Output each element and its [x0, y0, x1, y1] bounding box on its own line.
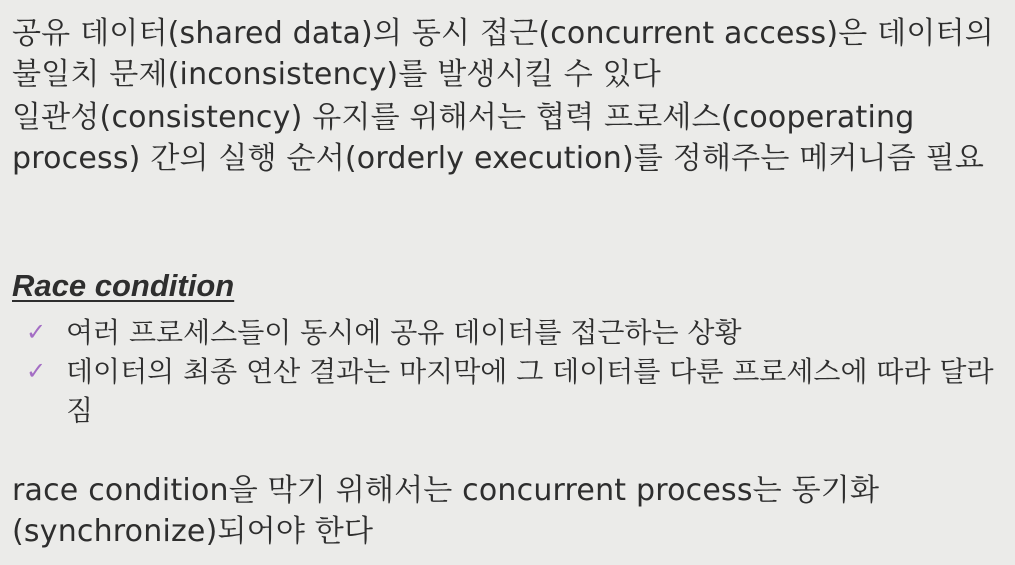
intro-paragraph-shared-data: 공유 데이터(shared data)의 동시 접근(concurrent access)은 데이터의 불일치 문제(inconsistency)를 발생시킬 수 있다: [12, 16, 994, 92]
race-condition-bullet-2: [18, 352, 1001, 430]
race-condition-bullet-1: [18, 313, 1001, 352]
bullet-text: 여러 프로세스들이 동시에 공유 데이터를 접근하는 상황: [66, 316, 742, 349]
intro-paragraph-consistency: 일관성(consistency) 유지를 위해서는 협력 프로세스(cooperating process) 간의 실행 순서(orderly execution)를 정해주는 메커니즘 필요: [12, 100, 985, 176]
race-condition-heading: Race condition: [12, 268, 235, 303]
conclusion-paragraph: race condition을 막기 위해서는 concurrent process는 동기화(synchronize)되어야 한다: [12, 473, 880, 549]
bullet-text: 데이터의 최종 연산 결과는 마지막에 그 데이터를 다룬 프로세스에 따라 달라짐: [66, 355, 994, 427]
race-condition-bullet-list: [18, 313, 1001, 430]
check-mark-icon: ✓: [26, 318, 47, 346]
check-mark-icon: ✓: [26, 357, 47, 385]
